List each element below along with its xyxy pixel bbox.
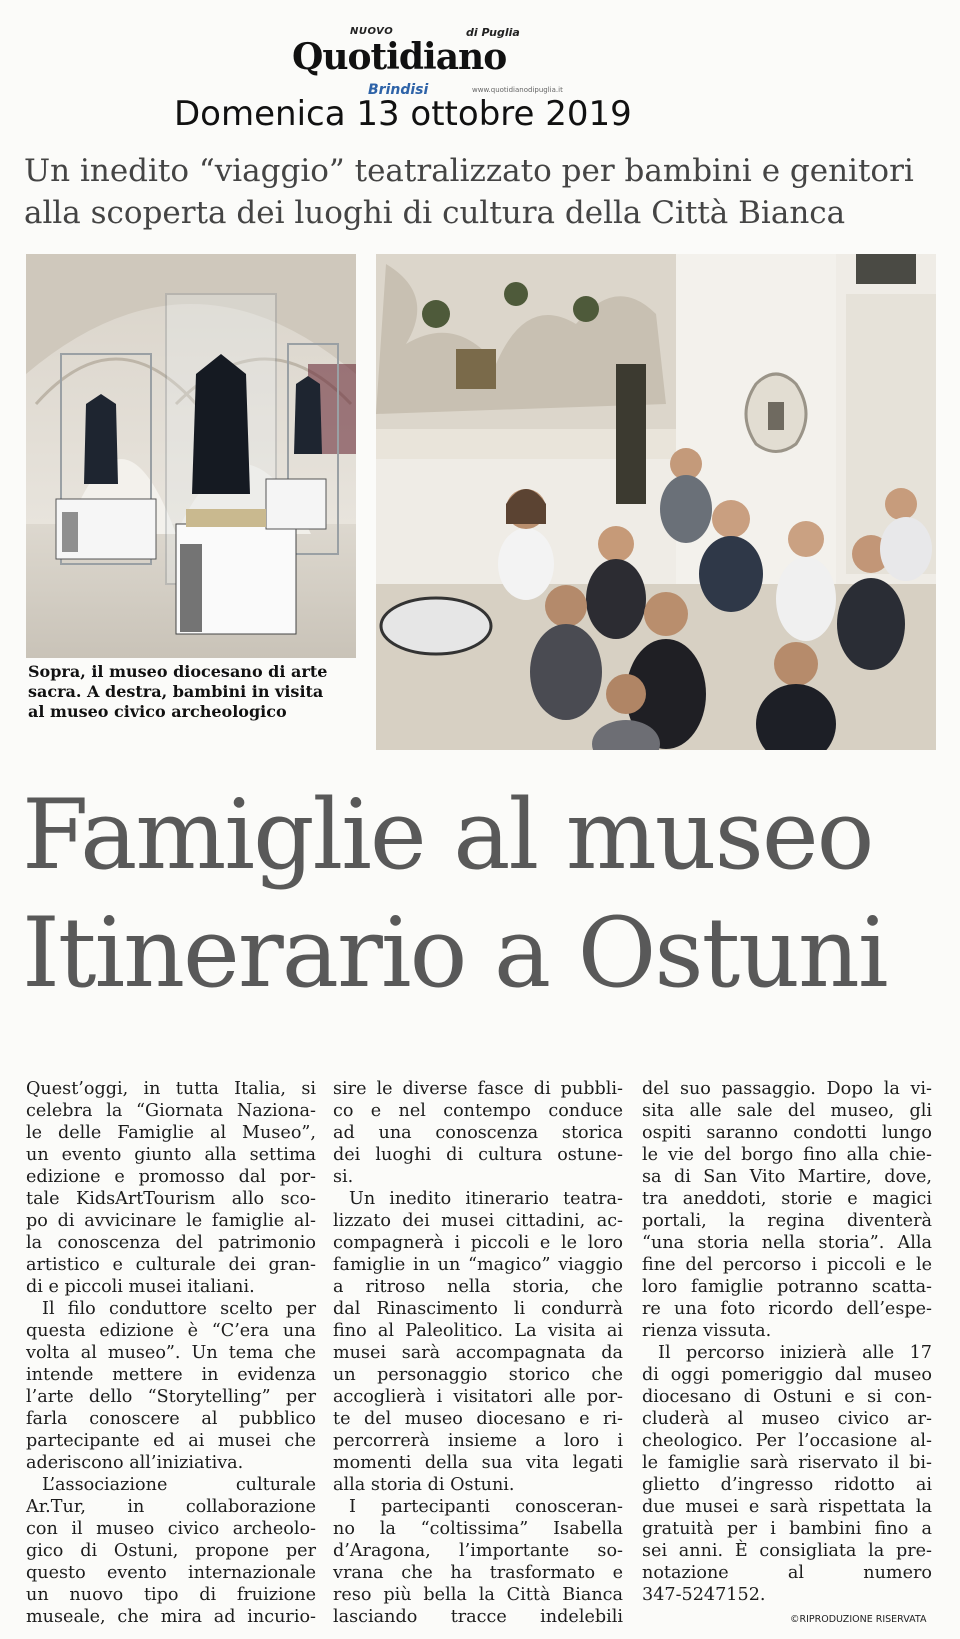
text-line: loro famiglie potranno scatta- [642,1277,932,1297]
text-line: L’associazione culturale [42,1475,316,1495]
headline-line: Itinerario a Ostuni [22,897,887,1009]
text-line: Il percorso inizierà alle 17 [658,1343,932,1363]
text-line: fino al Paleolitico. La visita ai [333,1321,623,1341]
photo-caption [28,662,358,722]
text-line: diocesano di Ostuni e si con- [642,1387,932,1407]
text-line: lizzato dei musei cittadini, ac- [333,1211,623,1231]
text-line: celebra la “Giornata Naziona- [26,1101,316,1121]
text-line: sa di San Vito Martire, dove, [642,1167,932,1187]
text-line: gico di Ostuni, propone per [26,1541,316,1561]
text-line: portali, la regina diventerà [642,1211,932,1231]
article-column-1 [26,1078,316,1628]
text-line: notazione al numero [642,1563,932,1583]
text-line: intende mettere in evidenza [26,1365,316,1385]
text-line: famiglie in un “magico” viaggio [333,1255,623,1275]
text-line: momenti della sua vita legati [333,1453,623,1473]
publication-date: Domenica 13 ottobre 2019 [174,94,632,134]
text-line: le delle Famiglie al Museo”, [26,1123,316,1143]
text-line: artistico e culturale dei gran- [26,1255,316,1275]
text-line: sei anni. È consigliata la pre- [642,1541,932,1561]
text-line: I partecipanti conosceran- [349,1497,623,1517]
headline-line: Famiglie al museo [22,779,873,891]
kicker-subheadline [24,150,944,234]
masthead [292,22,592,102]
text-line: del suo passaggio. Dopo la vi- [642,1079,932,1099]
text-line: te del museo diocesano e ri- [333,1409,623,1429]
text-line: po di avvicinare le famiglie al- [26,1211,316,1231]
text-line: tra aneddoti, storie e magici [642,1189,932,1209]
text-line: un personaggio storico che [333,1365,623,1385]
text-line: cluderà al museo civico ar- [642,1409,932,1429]
masthead-prefix: NUOVO [350,26,394,37]
text-line: le vie del borgo fino alla chie- [642,1145,932,1165]
text-line: Il filo conduttore scelto per [42,1299,316,1319]
text-line: lasciando tracce indelebili [333,1607,623,1627]
text-line: museale, che mira ad incurio- [26,1607,316,1627]
article-column-3 [642,1078,932,1606]
text-line: Un inedito itinerario teatra- [349,1189,623,1209]
text-line: ad una conoscenza storica [333,1123,623,1143]
text-line: questa edizione è “C’era una [26,1321,316,1341]
masthead-logo: Quotidiano [292,36,507,78]
text-line: d’Aragona, l’importante so- [333,1541,623,1561]
caption-line: sacra. A destra, bambini in visita [28,682,324,701]
museum-diocesano-photo [26,254,356,658]
text-line: un nuovo tipo di fruizione [26,1585,316,1605]
text-line: la conoscenza del patrimonio [26,1233,316,1253]
text-line: si. [333,1167,354,1187]
text-line: alla storia di Ostuni. [333,1475,515,1495]
text-line: partecipante ed ai musei che [26,1431,316,1451]
text-line: edizione e promosso dal por- [26,1167,316,1187]
caption-line: Sopra, il museo diocesano di arte [28,662,328,681]
text-line: musei sarà accompagnata da [333,1343,623,1363]
text-line: no la “coltissima” Isabella [333,1519,623,1539]
text-line: rienza vissuta. [642,1321,772,1341]
text-line: sire le diverse fasce di pubbli- [333,1079,623,1099]
kicker-line: Un inedito “viaggio” teatralizzato per bambini e genitori [24,153,914,189]
text-line: a ritroso nella storia, che [333,1277,623,1297]
text-line: reso più bella la Città Bianca [333,1585,623,1605]
text-line: Ar.Tur, in collaborazione [26,1497,316,1517]
text-line: fine del percorso i piccoli e le [642,1255,932,1275]
caption-line: al museo civico archeologico [28,702,287,721]
text-line: dal Rinascimento li condurrà [333,1299,623,1319]
children-visit-photo [376,254,936,750]
text-line: farla conoscere al pubblico [26,1409,316,1429]
text-line: Quest’oggi, in tutta Italia, si [26,1079,316,1099]
text-line: dei luoghi di cultura ostune- [333,1145,623,1165]
text-line: un evento giunto alla settima [26,1145,316,1165]
text-line: gratuità per i bambini fino a [642,1519,932,1539]
text-line: accoglierà i visitatori alle por- [333,1387,623,1407]
article-column-2 [333,1078,623,1628]
text-line: due musei e sarà rispettata la [642,1497,932,1517]
text-line: percorrerà insieme a loro i [333,1431,623,1451]
text-line: “una storia nella storia”. Alla [642,1233,932,1253]
text-line: volta al museo”. Un tema che [26,1343,316,1363]
article-headline [22,776,942,1012]
text-line: re una foto ricordo dell’espe- [642,1299,932,1319]
text-line: cheologico. Per l’occasione al- [642,1431,932,1451]
text-line: tale KidsArtTourism allo sco- [26,1189,316,1209]
text-line: sita alle sale del museo, gli [642,1101,932,1121]
text-line: vrana che ha trasformato e [333,1563,623,1583]
text-line: co e nel contempo conduce [333,1101,623,1121]
text-line: l’arte dello “Storytelling” per [26,1387,316,1407]
text-line: le famiglie sarà riservato il bi- [642,1453,932,1473]
text-line: 347-5247152. [642,1585,766,1605]
text-line: questo evento internazionale [26,1563,316,1583]
masthead-url: www.quotidianodipuglia.it [472,86,563,94]
text-line: compagnerà i piccoli e le loro [333,1233,623,1253]
text-line: di oggi pomeriggio dal museo [642,1365,932,1385]
text-line: di e piccoli musei italiani. [26,1277,255,1297]
text-line: ospiti saranno condotti lungo [642,1123,932,1143]
text-line: aderiscono all’iniziativa. [26,1453,244,1473]
text-line: glietto d’ingresso ridotto ai [642,1475,932,1495]
text-line: con il museo civico archeolo- [26,1519,316,1539]
copyright-notice: ©RIPRODUZIONE RISERVATA [790,1614,927,1625]
masthead-edition: Brindisi [368,82,429,98]
masthead-region: di Puglia [466,26,520,39]
kicker-line: alla scoperta dei luoghi di cultura della Città Bianca [24,195,846,231]
